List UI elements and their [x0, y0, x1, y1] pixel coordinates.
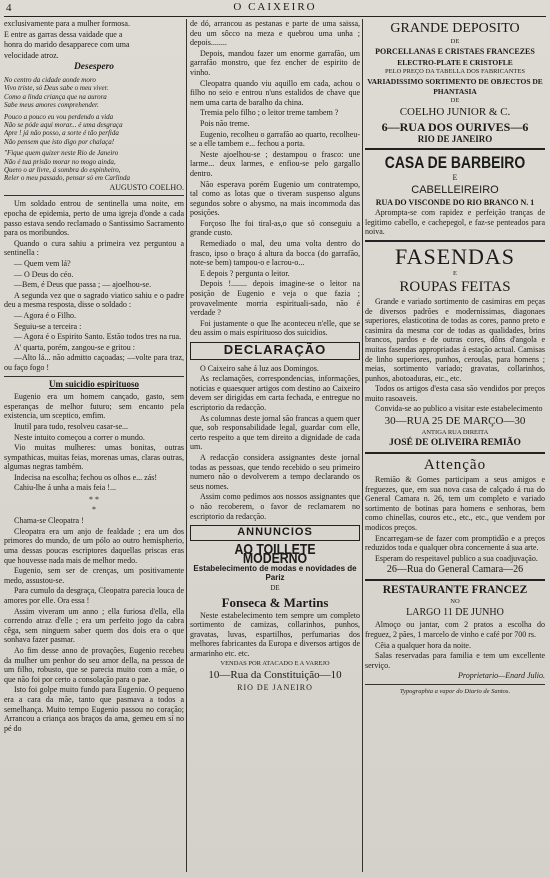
page-header: [0, 0, 550, 18]
asterism: * * *: [89, 495, 99, 514]
poem-author: AUGUSTO COELHO.: [109, 182, 184, 192]
ad-firm: Fonseca & Martins: [221, 594, 329, 610]
ad-owner: JOSÉ DE OLIVEIRA REMIÃO: [389, 438, 521, 449]
page-number: 4: [6, 2, 12, 14]
ad-address: LARGO 11 DE JUNHO: [406, 607, 504, 619]
divider: [365, 579, 545, 581]
declaracao-title: DECLARAÇÃO: [223, 342, 327, 357]
divider: [4, 376, 184, 377]
ad-title: GRANDE DEPOSITO: [390, 21, 520, 36]
ad-toillete-moderno: [190, 540, 360, 693]
intro-text: exclusivamente para a mulher formosa. E entre as garras dessa vaidade que a honra do marido desapparece com uma velocidade atroz.: [4, 19, 130, 60]
declaracao-text: O Caixeiro sahe á luz aos Domingos. As reclamações, correspondencias, informações, noticias e quaesquer artigos com destino ao Caixeiro devem ser dirigidas em carta fechada, e entregue no escriptorio da redacção. As columnas deste jornal são francas a quem quer que, sob responsabilidade legal, guardar com elle, certo respeito a que tem direito a dignidade de cada um. A redacção considera assignantes deste jornal todas as pessoas, que tendo recebido o seu primeiro numero não o devolverem a tempo declarando os seus nomes. Assim como pedimos aos nossos assignantes que o não recoberem, o favor de reclamarem no escriptorio da redacção.: [190, 363, 360, 521]
ad-grande-deposito: GRANDE DEPOSITO DE PORCELLANAS E CRISTAES FRANCEZES ELECTRO-PLATE E CRISTOFLE PELO PREÇO DA TABELLA DOS FABRICANTES VARIADISSIMO SORTIMENTO DE OBJECTOS DE PHANTASIA DE COELHO JUNIOR & C. 6—RUA DOS OURIVES—6 RIO DE JANEIRO: [365, 21, 545, 145]
column-3: [365, 19, 545, 872]
annuncios-title: ANNUNCIOS: [237, 526, 313, 539]
masthead: O CAIXEIRO: [233, 1, 317, 13]
divider: [4, 195, 184, 196]
column-2: [190, 19, 360, 872]
declaracao-heading-box: [190, 342, 360, 360]
ad-fasendas: FASENDAS E ROUPAS FEITAS Grande e variado sortimento de casimiras em peças de diversos padrões e modernissimas, diagonaes superiores, elasticotina de todas as cores, panno preto e casimira da mesma cor de todas as qualidades, brins brancos, pardos e de outras cores, dôns d'angola e muitas fasendas appropriadas á estação actual. Camisas de linho superiores, punhos, ceroulas, para homens ; meias, sortimento variado; gravatas, collarinhos, punhos, abotoaduras, etc., etc. Todos os artigos d'esta casa são vendidos por preços muito rasoaveis. Convida-se ao publico a visitar este estabelecimento 30—RUA 25 DE MARÇO—30 ANTIGA RUA DIREITA JOSÉ DE OLIVEIRA REMIÃO: [365, 243, 545, 449]
annuncios-heading-box: [190, 525, 360, 541]
ad-address: RUA DO VISCONDE DO RIO BRANCO N. 1: [375, 197, 535, 207]
divider: [365, 452, 545, 454]
story-continued: de dó, arrancou as pestanas e parte de uma saissa, deu um sôcco na meza e quebrou uma unha ; depois........ Depois, mandou fazer um enorme garrafão, um garrafão monstro, que fez encher de espirito de vinho. Cleopatra quando viu aquillo em cada, achou o filho no seio e entrou n'uns estalidos de chave que nem uma carta de baralho da china. Tremia pelo filho ; o leitor treme tambem ? Pois não treme. Eugenio, recolheu o garrafão ao quarto, recolheu-se a elle tambem e... fechou a porta. Neste ajoelhou-se ; destampou o frasco: une larme... deux larmes, e enfiou-se pelo gargallo dentro. Não esperava porém Eugenio um contratempo, tal como as lotas que o tiveram suspenso alguns segundos sobre o abysmo, na mais incommoda das posições. Forçoso lhe foi tiral-as,o que só conseguiu a grande custo. Remediado o mal, deu uma volta dentro do frasco, ipso o braço á altura da bocca (do garrafão, note-se bem) tampou-o e lacrou-o... E depois ? pergunta o leitor. Depois !........ depois imagine-se o leitor na posição de Eugenio e veja o que fazia ; provavelmente morria espirituali-sado, não é verdade ? Foi justamente o que lhe aconteceu n'elle, que se deu assim o mais espirituoso dos suicidios.: [190, 19, 360, 338]
story-suicidio: Eugenio era um homem cançado, gasto, sem esperanças de melhor futuro; sem encanto pela existencia, um sceptico, emfim. Inutil para tudo, resolveu casar-se... Neste intuito começou a correr o mundo. Vio muitas mulheres: umas bonitas, outras sympathicas, muitas feias, morenas umas, claras outras, algumas negras também. Indecisa na escolha; fechou os olhos e... zás! Cahiu-lhe á unha a mais feia !... * * * Chama-se Cleopatra ! Cleopatra era um anjo de fealdade ; era um dos primores do mundo, de um pólo ao outro hemispherio, uma dessas poucas escriptores daquellas priscas eras que houvesse nada mais de melhor medo. Eugenio, sem ser de crenças, um positivamente medo, assustou-se. Para cumulo da desgraça, Cleopatra parecia louca de amores por elle. Ora essa ! Assim viveram um anno ; ella furiosa d'ella, ella correndo atraz d'elle ; era um perfeito jogo da cabra cêga, sem ninguem saber quem dos dois era o que sonhava fazer pasmar. Ao fim desse anno de provações, Eugenio recebeu da mulher um penhor do seu amor della, na pessoa de um filho, robusto, que se parecia muito com a mãe, o que não foi por certo a consolação para o pae. Isto foi golpe muito fundo para Eugenio. O pequeno era a cara da mãe, tanto que pasmava a todos a semelhança. Muito tempo Eugenio passou no coração; Arrancou a criança aos braços da ama, gemeu em sí no pé do: [4, 392, 184, 733]
ad-owner: Proprietario—Enard Julio.: [458, 671, 545, 681]
column-divider: [186, 19, 187, 872]
ad-text: Aprompta-se com rapidez e perfeição tranças de legitimo cabello, e cachepegol, e faz-se penteados para noiva.: [365, 208, 545, 237]
divider: [365, 684, 545, 685]
ad-address: 30—RUA 25 DE MARÇO—30: [384, 415, 526, 428]
ad-attencao: Attenção Remião & Gomes participam a seus amigos e freguezes, que, em sua nova casa de calçado á rua do General Camara n. 26, tem um completo e variado sortimento de botinas para homens e senhoras, bem como chinellas, couros etc., etc., etc., que vendem por modicos preços. Encarregam-se de fazer com promptidão e a preços reduzidos toda e qualquer obra concernente á sua arte. Esperam do respeitavel publico a sua coadjuvação. 26—Rua do General Camara—26: [365, 457, 545, 576]
ad-city: RIO DE JANEIRO: [237, 682, 313, 692]
ad-casa-de-barbeiro: CASA DE BARBEIRO E CABELLEIREIRO RUA DO VISCONDE DO RIO BRANCO N. 1 Aprompta-se com rapidez e perfeição tranças de legitimo cabello, e cachepegol, e faz-se penteados para noiva.: [365, 152, 545, 237]
story-title: Um suicidio espirituoso: [48, 378, 139, 389]
ad-text: Grande e variado sortimento de casimiras em peças de diversos padrões e modernissimas, diagonaes superiores, elasticotina de todas as cores, panno preto e casimira da mesma cor de todas as qualidades, brins brancos, pardos e de outras cores, dôns d'angola e muitas fasendas appropriadas á estação actual. Camisas de linho superiores, punhos, ceroulas, para homens ; meias, sortimento variado; gravatas, collarinhos, punhos, abotoaduras, etc., etc.: [365, 296, 545, 383]
ad-text: Neste estabelecimento tem sempre um completo sortimento de camizas, collarinhos, punhos, gravatas, luvas, espartilhos, perfumarias dos melhores fabricantes da Europa e diversos artigos de armarinho etc. etc.: [190, 610, 360, 659]
column-divider: [362, 19, 363, 872]
ad-title: CASA DE BARBEIRO: [384, 152, 526, 172]
ad-address: 6—RUA DOS OURIVES—6: [381, 120, 529, 135]
ad-de: DE: [270, 584, 280, 593]
ad-firm: COELHO JUNIOR & C.: [399, 106, 511, 119]
printer-footer: Typographia a vapor do Diario de Santos.: [399, 687, 511, 695]
ad-city: RIO DE JANEIRO: [417, 134, 493, 145]
ad-title: RESTAURANTE FRANCEZ: [382, 584, 528, 597]
ad-restaurante-francez: RESTAURANTE FRANCEZ NO LARGO 11 DE JUNHO Almoço ou jantar, com 2 pratos a escolha do freguez, 2 pães, 1 marcelo de vinho e café por 700 rs. Cêia a qualquer hora da noite. Salas reservadas para familia e tem um excellente serviço. Proprietario—Enard Julio.: [365, 584, 545, 681]
ad-subtitle: Estabelecimento de modas e novidades de Pariz: [193, 563, 357, 583]
ad-text: Remião & Gomes participam a seus amigos e freguezes, que, em sua nova casa de calçado á rua do General Camara n. 26, tem um completo e variado sortimento de botinas para homens e senhoras, bem como chinellas, couros etc., etc., etc., que vendem por modicos preços.: [365, 475, 545, 533]
poem: No centro da cidade aonde moro Vivo triste, só Deus sabe o meu viver. Como a linda criança que na aurora Sabe meus amores comprehender. Pouco a pouco eu vou perdendo a vida Não se póde aqui morar... é uma desgraça Apre ! já não posso, a sorte é tão perfida Não pensem que isto digo por chalaça! "Fique quem quizer neste Rio de Janeiro Não é tua prisão morar no mogo ainda, Quero o ar livre, á sombra do espinheiro, Reler o meu passado, pensar só em Carlinda: [4, 75, 130, 183]
ad-sales: VENDAS POR ATACADO E A VAREJO: [220, 659, 330, 667]
ad-text: Almoço ou jantar, com 2 pratos a escolha do freguez, 2 pães, 1 marcelo de vinho e café por 700 rs.: [365, 620, 545, 639]
header-rule: [4, 16, 546, 17]
ad-address: 26—Rua do General Camara—26: [386, 564, 524, 576]
divider: [365, 148, 545, 150]
ad-title: Attenção: [423, 457, 487, 474]
ad-address: 10—Rua da Constituição—10: [208, 668, 342, 681]
divider: [365, 240, 545, 242]
ad-title: AO TOILLETE MODERNO: [234, 540, 316, 568]
column-1: [4, 19, 184, 872]
story-sentinella: Um soldado entrou de sentinella uma noite, em epocha de epidemia, perto de uma igreja d'onde a cada passo estava sendo reclamado o Santissimo Sacramento para os moribundos. Quando o cura sahiu a primeira vez perguntou a sentinella : — Quem vem lá? — O Deus do céo. —Bem, é Deus que passa ; — ajoelhou-se. A segunda vez que o sagrado viatico sahiu e o padre deu a mesma resposta, disse o soldado : — Agora é o Filho. Seguiu-se a terceira : — Agora é o Espirito Santo. Estão todos tres na rua. A' quarta, porém, zangou-se e gritou : —Alto lá... não admitto caçoadas; —volte para traz, ou faço fogo !: [4, 199, 184, 372]
ad-title: FASENDAS: [394, 243, 516, 269]
poem-title: Desespero: [73, 62, 115, 73]
